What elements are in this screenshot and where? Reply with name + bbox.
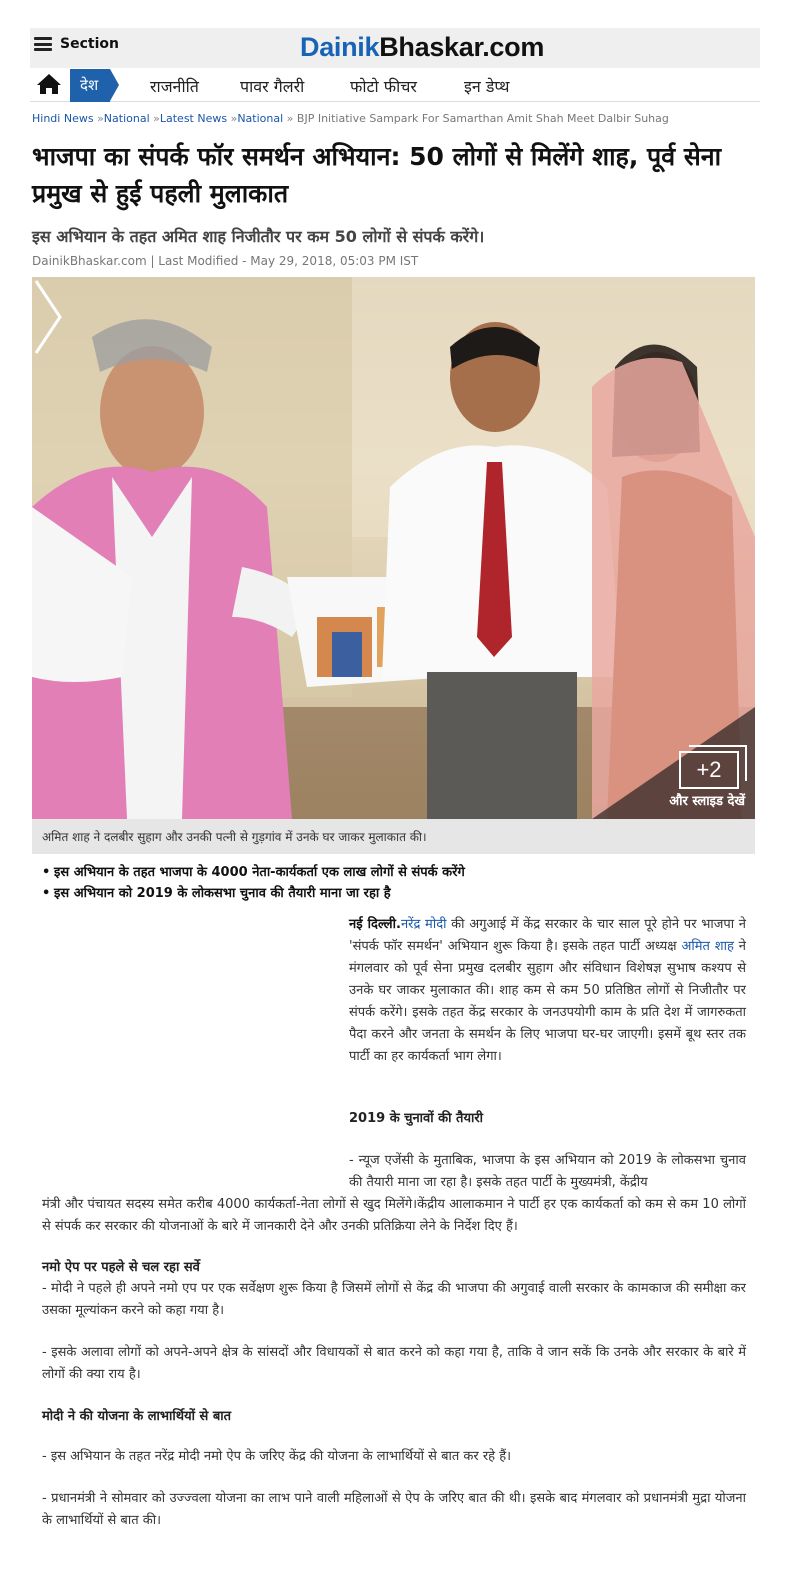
hamburger-icon: [34, 37, 52, 51]
highlight-item: • इस अभियान को 2019 के लोकसभा चुनाव की तैयारी माना जा रहा है: [42, 883, 465, 904]
main-nav: [30, 68, 760, 102]
section-menu-label: Section: [60, 36, 119, 52]
more-slides-label: और स्लाइड देखें: [669, 794, 745, 809]
nav-tab-desh-label: देश: [70, 69, 110, 102]
article-paragraph: - मोदी ने पहले ही अपने नमो एप पर एक सर्वेक्षण शुरू किया है जिसमें लोगों से केंद्र की भाजपा की अगुवाई वाली सरकार के कामकाज की समीक्षा कर उसका मूल्यांकन करने को कहा गया है।: [42, 1281, 746, 1318]
article-headline: भाजपा का संपर्क फॉर समर्थन अभियान: 50 लोगों से मिलेंगे शाह, पूर्व सेना प्रमुख से हुई पहली मुलाकात: [32, 142, 722, 208]
paragraph-text: ने मंगलवार को पूर्व सेना प्रमुख दलबीर सुहाग और संविधान विशेषज्ञ सुभाष कश्यप से उनके घर जाकर मुलाकात की। शाह कम से कम 50 प्रतिष्ठित लोगों से निजीतौर पर संपर्क करेंगे। इसके तहत केंद्र सरकार के जनउपयोगी काम के प्रति देश में जागरुकता पैदा करने और जनता के समर्थन के लिए भाजपा घर-घर जाएगी। इसमें बूथ स्तर तक पार्टी का हर कार्यकर्ता भाग लेगा।: [349, 939, 746, 1064]
nav-tab-power-gallery[interactable]: पावर गैलरी: [240, 77, 305, 96]
breadcrumb: Hindi News »National »Latest News »National » BJP Initiative Sampark For Samarthan Amit Shah Meet Dalbir Suhag: [32, 112, 669, 125]
breadcrumb-link[interactable]: Latest News: [159, 112, 228, 125]
article-meta: DainikBhaskar.com | Last Modified - May 29, 2018, 05:03 PM IST: [32, 254, 419, 268]
home-icon[interactable]: [36, 73, 62, 95]
top-bar: [30, 28, 760, 68]
dateline: नई दिल्ली.: [349, 917, 401, 932]
breadcrumb-link[interactable]: National: [103, 112, 150, 125]
highlight-item: • इस अभियान के तहत भाजपा के 4000 नेता-कार्यकर्ता एक लाख लोगों से संपर्क करेंगे: [42, 862, 465, 883]
photo-caption: अमित शाह ने दलबीर सुहाग और उनकी पत्नी से गुड़गांव में उनके घर जाकर मुलाकात की।: [32, 819, 755, 854]
nav-tab-photo-feature[interactable]: फोटो फीचर: [350, 77, 417, 96]
article-paragraph: - इस अभियान के तहत नरेंद्र मोदी नमो ऐप के जरिए केंद्र की योजना के लाभार्थियों से बात कर रहे हैं।: [42, 1449, 512, 1464]
breadcrumb-link[interactable]: Hindi News: [32, 112, 94, 125]
nav-tab-desh[interactable]: [70, 69, 119, 102]
paragraph-text: की अगुआई में केंद्र सरकार के चार साल पूरे होने पर भाजपा ने 'संपर्क फॉर समर्थन' अभियान शुरू किया है। इसके तहत पार्टी अध्यक्ष: [349, 917, 746, 954]
article-subhead: इस अभियान के तहत अमित शाह निजीतौर पर कम 50 लोगों से संपर्क करेंगे।: [32, 227, 485, 246]
article-paragraph: - प्रधानमंत्री ने सोमवार को उज्ज्वला योजना का लाभ पाने वाली महिलाओं से ऐप के जरिए बात की थी। इसके बाद मंगलवार को प्रधानमंत्री मुद्रा योजना के लाभार्थियों से बात की।: [42, 1491, 746, 1528]
site-logo[interactable]: [300, 32, 544, 63]
nav-tab-rajneeti[interactable]: राजनीति: [150, 77, 199, 96]
section-heading: नमो ऐप पर पहले से चल रहा सर्वे: [42, 1260, 200, 1275]
breadcrumb-current: BJP Initiative Sampark For Samarthan Amit Shah Meet Dalbir Suhag: [296, 112, 669, 125]
more-slides-button[interactable]: [639, 743, 749, 813]
link-amit-shah[interactable]: अमित शाह: [681, 939, 734, 954]
link-narendra-modi[interactable]: नरेंद्र मोदी: [400, 917, 447, 932]
breadcrumb-link[interactable]: National: [237, 112, 284, 125]
slides-count: +2: [679, 751, 739, 789]
section-menu-button[interactable]: [34, 36, 119, 52]
article-paragraph: मंत्री और पंचायत सदस्य समेत करीब 4000 कार्यकर्ता-नेता लोगों से खुद मिलेंगे।केंद्रीय आलाकमान ने पार्टी हर एक कार्यकर्ता को कम से कम 10 लोगों से संपर्क कर सरकार की योजनाओं के बारे में जानकारी देने और उनकी प्रतिक्रिया लेने के निर्देश दिए हैं।: [42, 1197, 746, 1234]
logo-text-bhaskar: Bhaskar.com: [379, 32, 545, 62]
nav-active-arrow: [110, 69, 119, 101]
logo-text-dainik: Dainik: [300, 32, 380, 62]
article-paragraph: [349, 914, 746, 1068]
article-paragraph: - इसके अलावा लोगों को अपने-अपने क्षेत्र के सांसदों और विधायकों से बात करने को कहा गया है, ताकि वे जान सकें कि उनके और सरकार के बारे में लोगों की क्या राय है।: [42, 1345, 746, 1382]
photo-illustration: [32, 277, 755, 819]
article-paragraph: - न्यूज एजेंसी के मुताबिक, भाजपा के इस अभियान को 2019 के लोकसभा चुनाव की तैयारी माना जा रहा है। इसके तहत पार्टी के मुख्यमंत्री, केंद्रीय: [349, 1153, 746, 1190]
next-slide-icon[interactable]: [32, 277, 64, 357]
section-heading: 2019 के चुनावों की तैयारी: [349, 1111, 484, 1126]
nav-tab-in-depth[interactable]: इन डेप्थ: [464, 77, 510, 96]
section-heading: मोदी ने की योजना के लाभार्थियों से बात: [42, 1409, 232, 1424]
article-photo: [32, 277, 755, 819]
article-highlights: [42, 862, 465, 904]
